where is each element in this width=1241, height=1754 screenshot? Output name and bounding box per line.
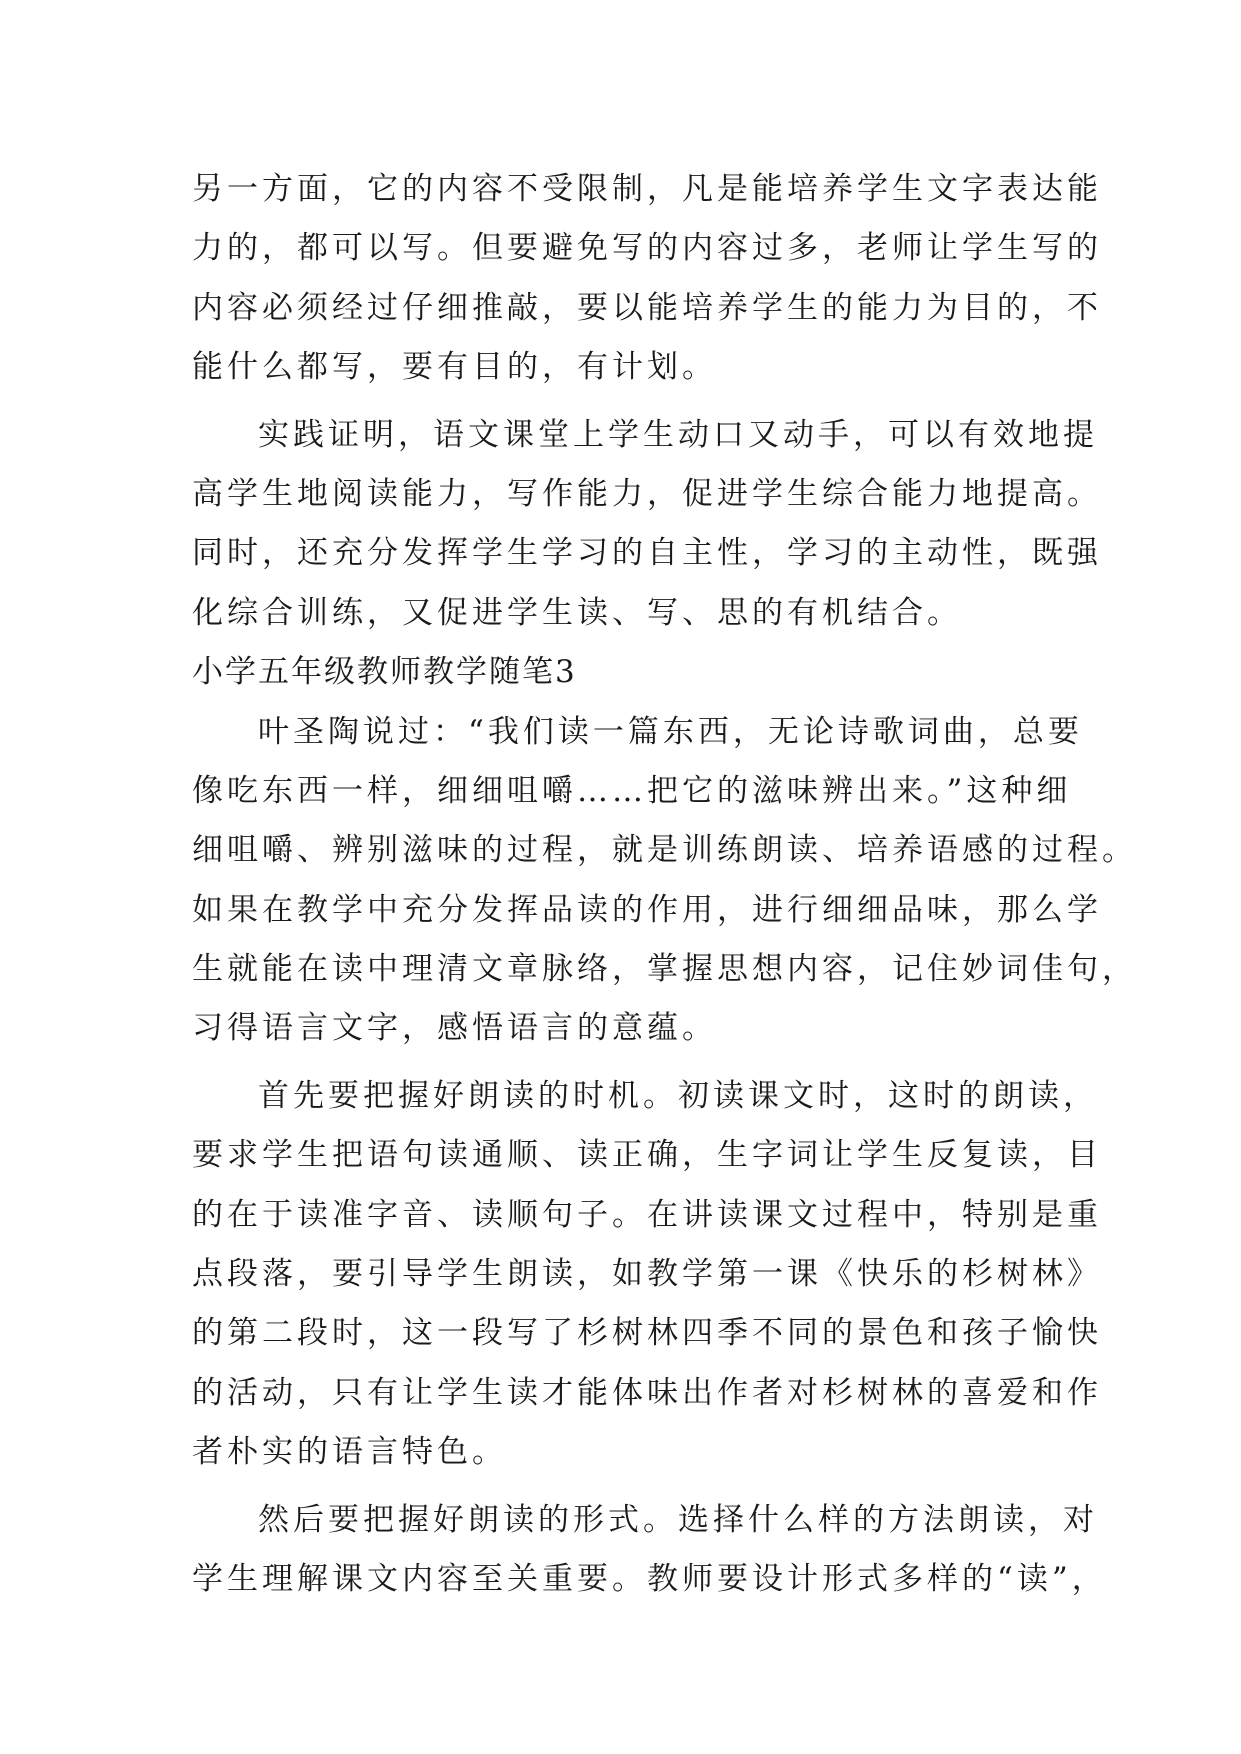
- document-body: [192, 160, 1137, 1609]
- text-line: 能什么都写，要有目的，有计划。: [192, 349, 717, 386]
- text-line: 实践证明，语文课堂上学生动口又动手，可以有效地提: [258, 416, 1098, 453]
- text-line: 的第二段时，这一段写了杉树林四季不同的景色和孩子愉快: [192, 1315, 1102, 1352]
- text-line: 像吃东西一样，细细咀嚼……把它的滋味辨出来。”这种细: [192, 772, 1072, 809]
- paragraph-5: [192, 1491, 1107, 1610]
- paragraph-1: [192, 160, 1102, 398]
- text-line: 者朴实的语言特色。: [192, 1434, 507, 1471]
- text-line: 点段落，要引导学生朗读，如教学第一课《快乐的杉树林》: [192, 1256, 1102, 1293]
- text-line: 习得语言文字，感悟语言的意蕴。: [192, 1010, 717, 1047]
- text-line: 另一方面，它的内容不受限制，凡是能培养学生文字表达能: [192, 171, 1102, 207]
- text-line: 化综合训练，又促进学生读、写、思的有机结合。: [192, 594, 962, 631]
- paragraph-2: [192, 406, 1102, 644]
- paragraph-3: [192, 703, 1137, 1059]
- text-line: 要求学生把语句读通顺、读正确，生字词让学生反复读，目: [192, 1137, 1102, 1174]
- paragraph-4: [192, 1067, 1102, 1483]
- text-line: 内容必须经过仔细推敲，要以能培养学生的能力为目的，不: [192, 289, 1102, 326]
- text-line: 学生理解课文内容至关重要。教师要设计形式多样的“读”，: [192, 1560, 1107, 1597]
- text-line: 细咀嚼、辨别滋味的过程，就是训练朗读、培养语感的过程。: [192, 832, 1137, 869]
- text-line: 叶圣陶说过：“我们读一篇东西，无论诗歌词曲，总要: [258, 713, 1083, 750]
- text-line: 然后要把握好朗读的形式。选择什么样的方法朗读，对: [258, 1501, 1098, 1538]
- text-line: 力的，都可以写。但要避免写的内容过多，老师让学生写的: [192, 230, 1102, 267]
- text-line: 首先要把握好朗读的时机。初读课文时，这时的朗读，: [258, 1077, 1098, 1114]
- text-line: 生就能在读中理清文章脉络，掌握思想内容，记住妙词佳句，: [192, 951, 1137, 988]
- section-heading: 小学五年级教师教学随笔3: [192, 654, 577, 691]
- text-line: 同时，还充分发挥学生学习的自主性，学习的主动性，既强: [192, 535, 1102, 572]
- text-line: 如果在教学中充分发挥品读的作用，进行细细品味，那么学: [192, 891, 1102, 928]
- text-line: 高学生地阅读能力，写作能力，促进学生综合能力地提高。: [192, 475, 1102, 512]
- text-line: 的在于读准字音、读顺句子。在讲读课文过程中，特别是重: [192, 1196, 1102, 1233]
- text-line: 的活动，只有让学生读才能体味出作者对杉树林的喜爱和作: [192, 1374, 1102, 1411]
